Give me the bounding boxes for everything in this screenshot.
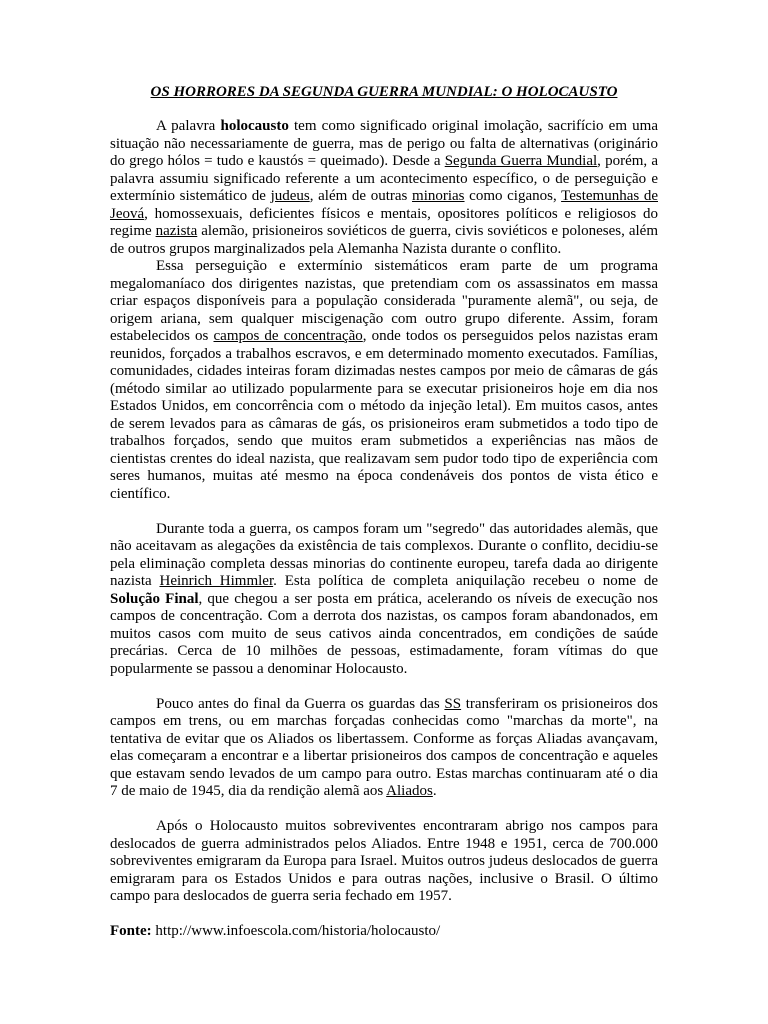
text-fragment: como ciganos, (464, 188, 562, 204)
source-line (110, 923, 658, 941)
text-fragment: Após o Holocausto muitos sobreviventes encontraram abrigo nos campos para deslocados de guerra administrados pelos Aliados. Entre 1948 e 1951, cerca de 700.000 sobreviventes emigraram da Europa para Israel. Muitos outros judeus deslocados de guerra emigraram para os Estados Unidos e para outras nações, inclusive o Brasil. O último campo para deslocados de guerra seria fechado em 1957. (110, 818, 658, 904)
link-segunda-guerra-mundial[interactable]: Segunda Guerra Mundial (444, 153, 598, 169)
text-fragment: A palavra (156, 118, 221, 134)
link-ss[interactable]: SS (444, 695, 462, 712)
text-fragment: , além de outras (309, 188, 413, 204)
link-nazista[interactable]: nazista (155, 223, 198, 239)
paragraph-2 (110, 258, 658, 503)
bold-term-solucao-final: Solução Final (110, 590, 199, 607)
text-fragment: , que chegou a ser posta em prática, acelerando os níveis de execução nos campos de concentração. Com a derrota dos nazistas, os campos foram abandonados, em muitos casos com muito de seus cativos ainda concentrados, em condições de saúde precárias. Cerca de 10 milhões de pessoas, estimadamente, foram vítimas do que popularmente se passou a denominar Holocausto. (110, 590, 658, 677)
paragraph-5 (110, 818, 658, 906)
link-aliados[interactable]: Aliados (386, 783, 433, 799)
link-testemunhas-de-jeova[interactable]: Testemunhas de Jeová (110, 188, 658, 222)
text-fragment: tem como significado original imolação, sacrifício em uma situação não necessariamente de guerra, mas de perigo ou falta de alternativas (originário do grego hólos = tudo e kaustós = queimado). Desde a (110, 118, 658, 169)
text-fragment: . (432, 783, 437, 799)
text-fragment: Essa perseguição e extermínio sistemáticos eram parte de um programa megalomaníaco dos dirigentes nazistas, que pretendiam com os assassinatos em massa criar espaços disponíveis para a população considerada "puramente alemã", ou seja, de origem ariana, sem qualquer miscigenação com outro grupo diferente. Assim, foram estabelecidos os (110, 258, 658, 344)
text-fragment: , onde todos os perseguidos pelos nazistas eram reunidos, forçados a trabalhos escravos, e em determinado momento executados. Famílias, comunidades, cidades inteiras foram dizimadas nestes campos por meio de câmaras de gás (método similar ao utilizado popularmente para se executar prisioneiros hoje em dia nos Estados Unidos, em concorrência com o método da injeção letal). Em muitos casos, antes de serem levados para as câmaras de gás, os prisioneiros eram submetidos a todo tipo de trabalhos forçados, sendo que muitos eram submetidos a experiências nas mãos de cientistas crentes do ideal nazista, que realizavam sem pudor todo tipo de experiência com seres humanos, muitas até mesmo na época condenáveis dos pontos de vista ético e científico. (110, 328, 658, 502)
source-label: Fonte: (110, 923, 152, 939)
text-fragment: , homossexuais, deficientes físicos e mentais, opositores políticos e religiosos do regime (110, 205, 658, 239)
link-campos-de-concentracao[interactable]: campos de concentração (213, 328, 363, 344)
document-title: OS HORRORES DA SEGUNDA GUERRA MUNDIAL: O HOLOCAUSTO (150, 84, 618, 100)
paragraph-1 (110, 118, 658, 258)
link-minorias[interactable]: minorias (412, 188, 465, 204)
paragraph-3 (110, 521, 658, 679)
link-heinrich-himmler[interactable]: Heinrich Himmler (159, 573, 274, 589)
bold-term-holocausto: holocausto (220, 118, 289, 134)
text-fragment: Pouco antes do final da Guerra os guardas das (156, 695, 445, 712)
text-fragment: , porém, a palavra assumiu significado referente a um acontecimento específico, o de perseguição e extermínio sistemático de (110, 153, 658, 204)
link-judeus[interactable]: judeus (270, 188, 310, 204)
source-url[interactable]: http://www.infoescola.com/historia/holocausto/ (151, 923, 441, 939)
text-fragment: alemão, prisioneiros soviéticos de guerra, civis soviéticos e poloneses, além de outros grupos marginalizados pela Alemanha Nazista durante o conflito. (110, 223, 658, 257)
text-fragment: transferiram os prisioneiros dos campos em trens, ou em marchas forçadas conhecidas como "marchas da morte", na tentativa de evitar que os Aliados os libertassem. Conforme as forças Aliadas avançavam, elas começaram a encontrar e a libertar prisioneiros dos campos de concentração e aqueles que estavam sendo levados de um campo para outro. Estas marchas continuaram até o dia 7 de maio de 1945, dia da rendição alemã aos (110, 695, 658, 799)
paragraph-4 (110, 696, 658, 801)
text-fragment: Durante toda a guerra, os campos foram um "segredo" das autoridades alemãs, que não aceitavam as alegações da existência de tais complexos. Durante o conflito, decidiu-se pela eliminação completa dessas minorias do continente europeu, tarefa dada ao dirigente nazista (110, 520, 658, 589)
text-fragment: . Esta política de completa aniquilação recebeu o nome de (273, 573, 659, 589)
